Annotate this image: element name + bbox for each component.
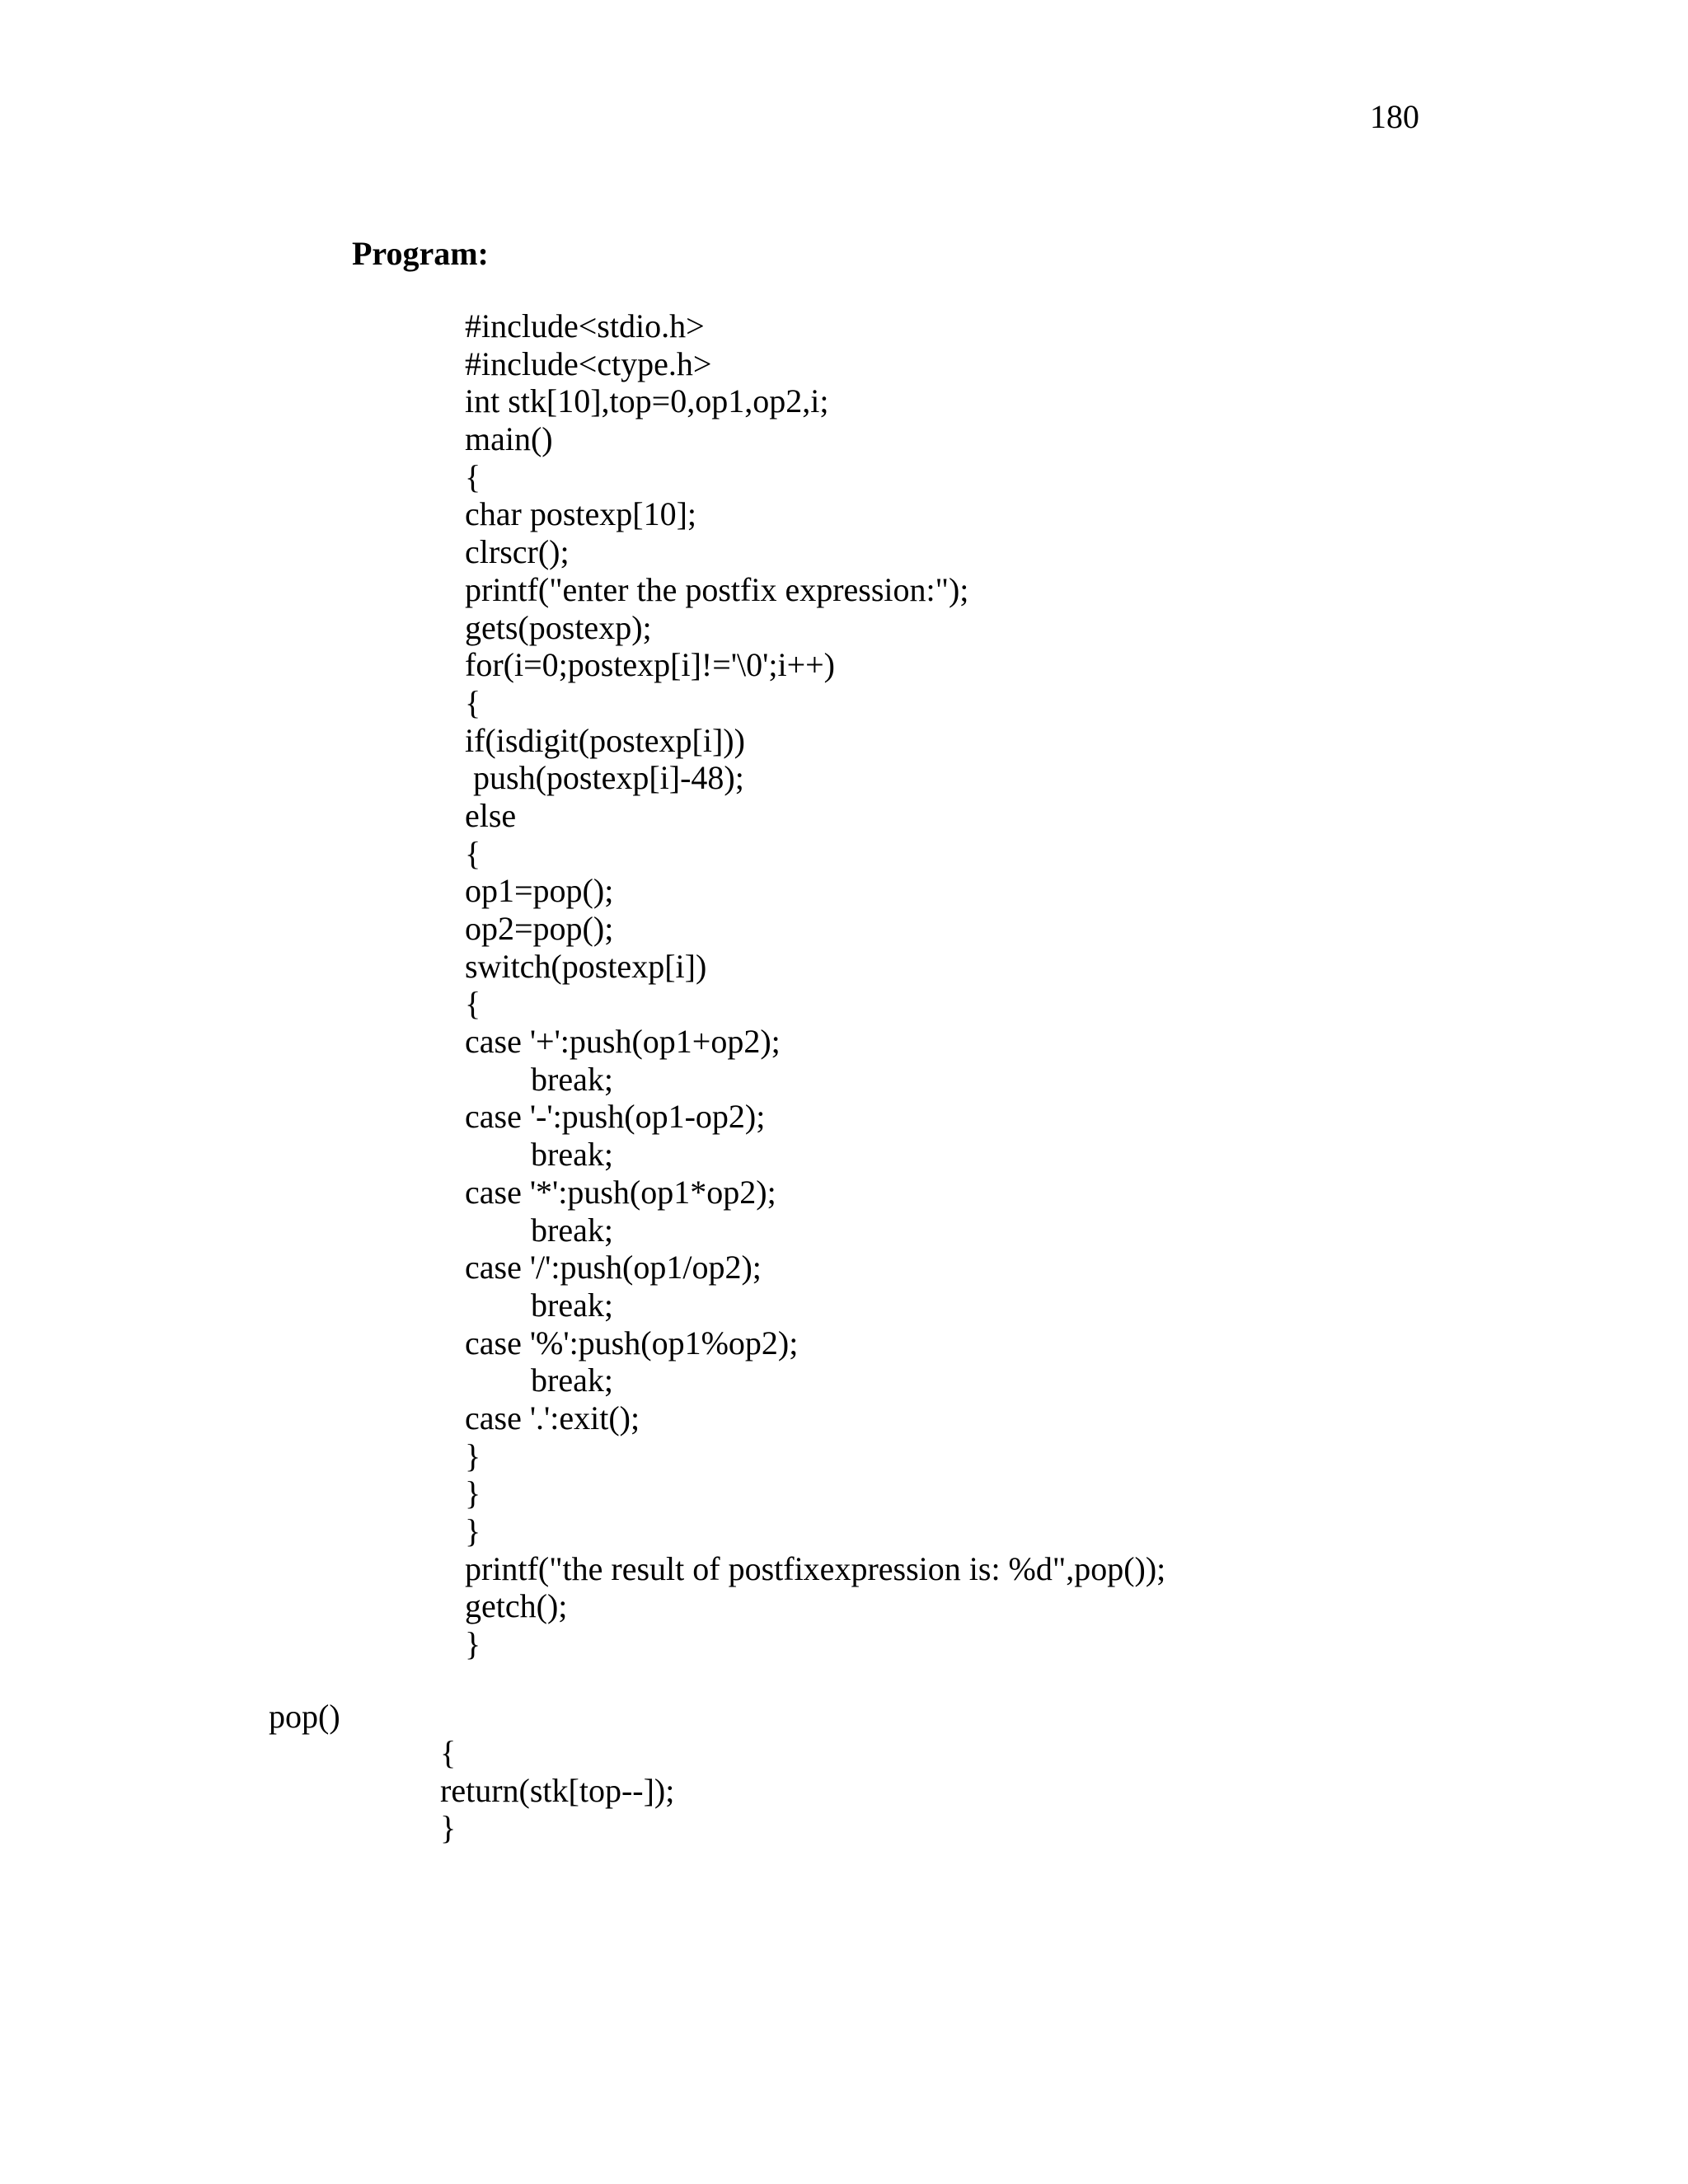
code-line: { (465, 985, 481, 1023)
page-number: 180 (1370, 98, 1419, 135)
code-line: printf("the result of postfixexpression is: %d",pop()); (465, 1549, 1166, 1587)
code-line: getch(); (465, 1587, 568, 1625)
code-line: op2=pop(); (465, 910, 614, 947)
code-line: { (465, 834, 481, 872)
code-line: break; (465, 1286, 613, 1324)
main-code-block (465, 307, 1536, 1663)
code-line: case '+':push(op1+op2); (465, 1023, 781, 1061)
code-line: clrscr(); (465, 533, 570, 571)
code-line: case '%':push(op1%op2); (465, 1324, 799, 1361)
code-line: if(isdigit(postexp[i])) (465, 721, 745, 759)
code-line: printf("enter the postfix expression:"); (465, 570, 969, 608)
code-line: case '-':push(op1-op2); (465, 1098, 766, 1136)
pop-function-signature: pop() (269, 1698, 340, 1735)
code-line: op1=pop(); (465, 872, 614, 910)
code-line: break; (465, 1361, 613, 1399)
code-line: break; (465, 1136, 613, 1174)
pop-function-body (440, 1734, 1182, 1847)
code-line: int stk[10],top=0,op1,op2,i; (465, 382, 829, 420)
program-heading: Program: (352, 235, 489, 272)
code-line: switch(postexp[i]) (465, 947, 707, 985)
code-line: push(postexp[i]-48); (465, 759, 744, 797)
code-line: break; (465, 1211, 613, 1249)
code-line: case '*':push(op1*op2); (465, 1173, 776, 1211)
code-line: #include<ctype.h> (465, 344, 712, 382)
code-line: { (440, 1734, 457, 1771)
code-line: case '.':exit(); (465, 1399, 640, 1436)
code-line: for(i=0;postexp[i]!='\0';i++) (465, 646, 836, 684)
code-line: { (465, 457, 481, 495)
code-line: } (440, 1809, 457, 1847)
code-line: gets(postexp); (465, 608, 652, 646)
code-line: } (465, 1436, 481, 1474)
code-line: } (465, 1625, 481, 1663)
code-line: char postexp[10]; (465, 495, 697, 533)
code-line: break; (465, 1060, 613, 1098)
code-line: else (465, 796, 517, 834)
code-line: case '/':push(op1/op2); (465, 1249, 762, 1286)
code-line: #include<stdio.h> (465, 307, 705, 344)
code-line: } (465, 1474, 481, 1512)
code-line: main() (465, 420, 553, 458)
code-line: } (465, 1512, 481, 1549)
code-line: return(stk[top--]); (440, 1771, 675, 1809)
code-line: { (465, 683, 481, 721)
